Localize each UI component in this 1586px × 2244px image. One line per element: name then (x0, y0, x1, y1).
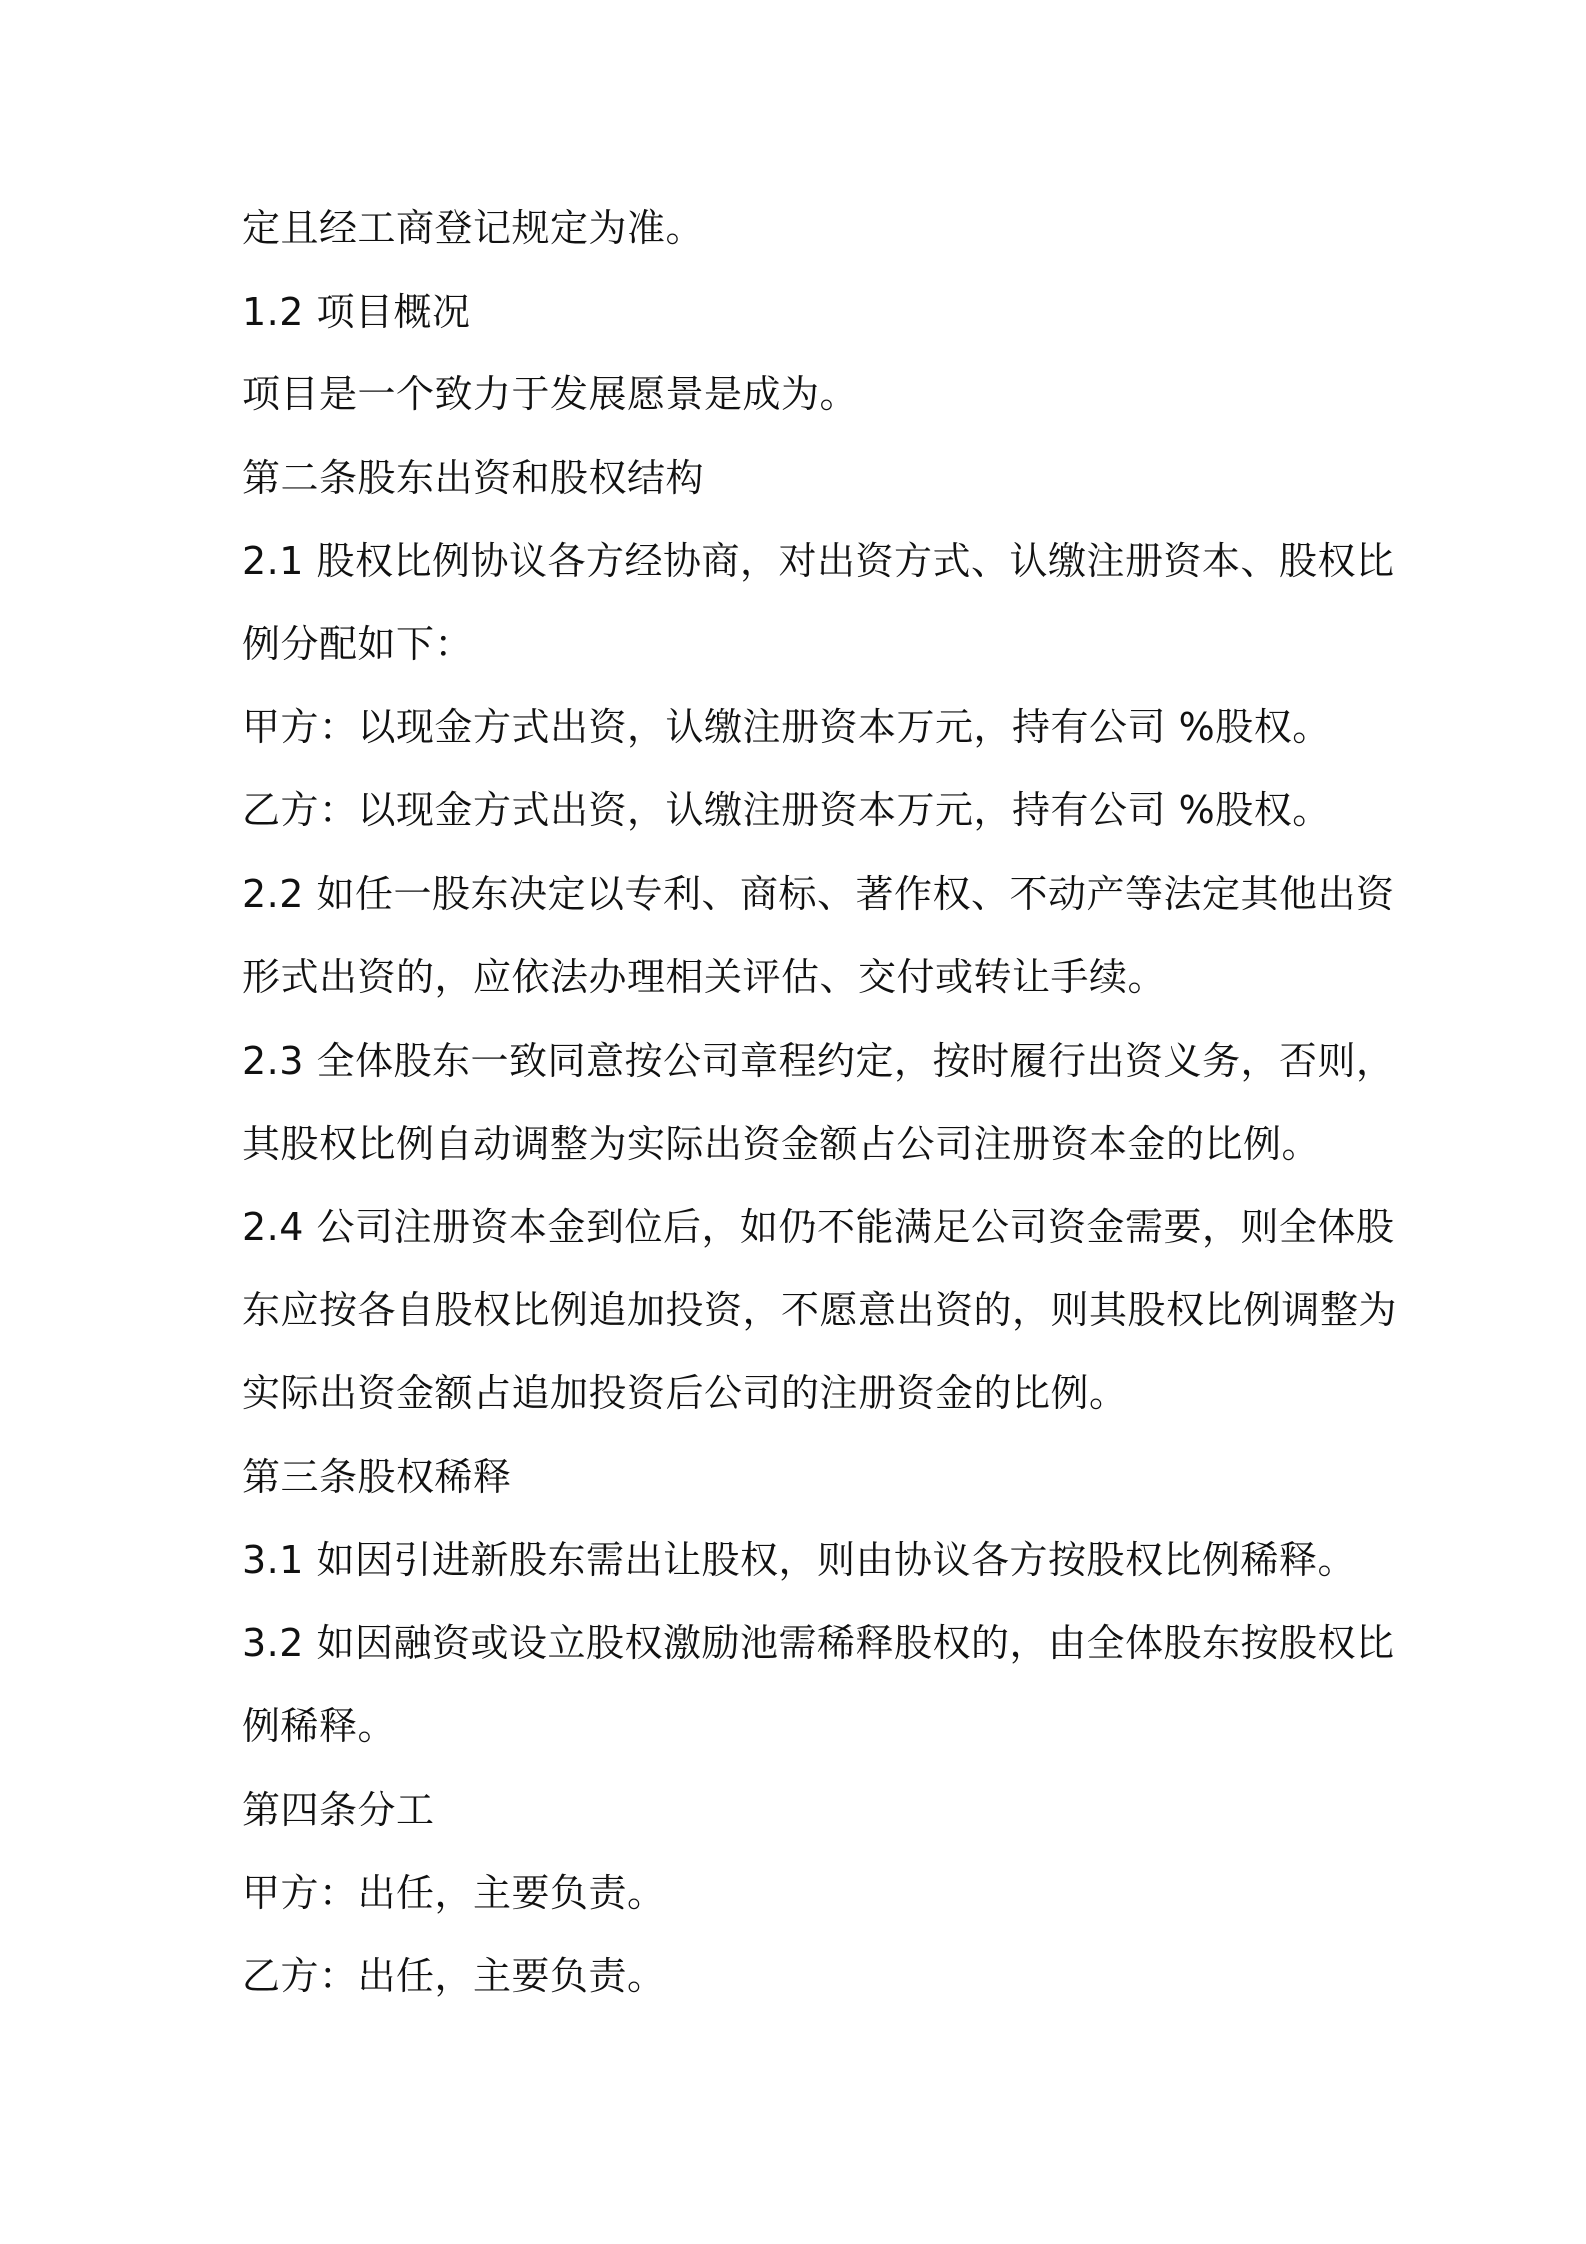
text-line: 甲方：以现金方式出资，认缴注册资本万元，持有公司 %股权。 (242, 705, 1331, 749)
text-line: 定且经工商登记规定为准。 (242, 206, 705, 250)
text-line: 甲方：出任，主要负责。 (242, 1871, 666, 1915)
text-line: 2.1 股权比例协议各方经协商，对出资方式、认缴注册资本、股权比 (242, 539, 1395, 583)
section-heading: 1.2 项目概况 (242, 290, 471, 334)
text-line: 其股权比例自动调整为实际出资金额占公司注册资本金的比例。 (242, 1122, 1321, 1166)
text-line: 乙方：以现金方式出资，认缴注册资本万元，持有公司 %股权。 (242, 788, 1331, 832)
text-line: 3.2 如因融资或设立股权激励池需稀释股权的，由全体股东按股权比 (242, 1621, 1395, 1665)
text-line: 2.3 全体股东一致同意按公司章程约定，按时履行出资义务，否则， (242, 1039, 1395, 1083)
text-line: 例稀释。 (242, 1704, 397, 1748)
text-line: 例分配如下： (242, 622, 474, 666)
article-heading: 第二条股东出资和股权结构 (242, 456, 705, 500)
text-line: 东应按各自股权比例追加投资，不愿意出资的，则其股权比例调整为 (242, 1288, 1398, 1332)
text-line: 实际出资金额占追加投资后公司的注册资金的比例。 (242, 1371, 1128, 1415)
article-heading: 第四条分工 (242, 1788, 435, 1832)
text-line: 项目是一个致力于发展愿景是成为。 (242, 372, 859, 416)
text-line: 2.2 如任一股东决定以专利、商标、著作权、不动产等法定其他出资 (242, 872, 1395, 916)
text-line: 3.1 如因引进新股东需出让股权，则由协议各方按股权比例稀释。 (242, 1538, 1357, 1582)
text-line: 形式出资的，应依法办理相关评估、交付或转让手续。 (242, 955, 1167, 999)
text-line: 乙方：出任，主要负责。 (242, 1954, 666, 1998)
text-line: 2.4 公司注册资本金到位后，如仍不能满足公司资金需要，则全体股 (242, 1205, 1395, 1249)
article-heading: 第三条股权稀释 (242, 1455, 512, 1499)
